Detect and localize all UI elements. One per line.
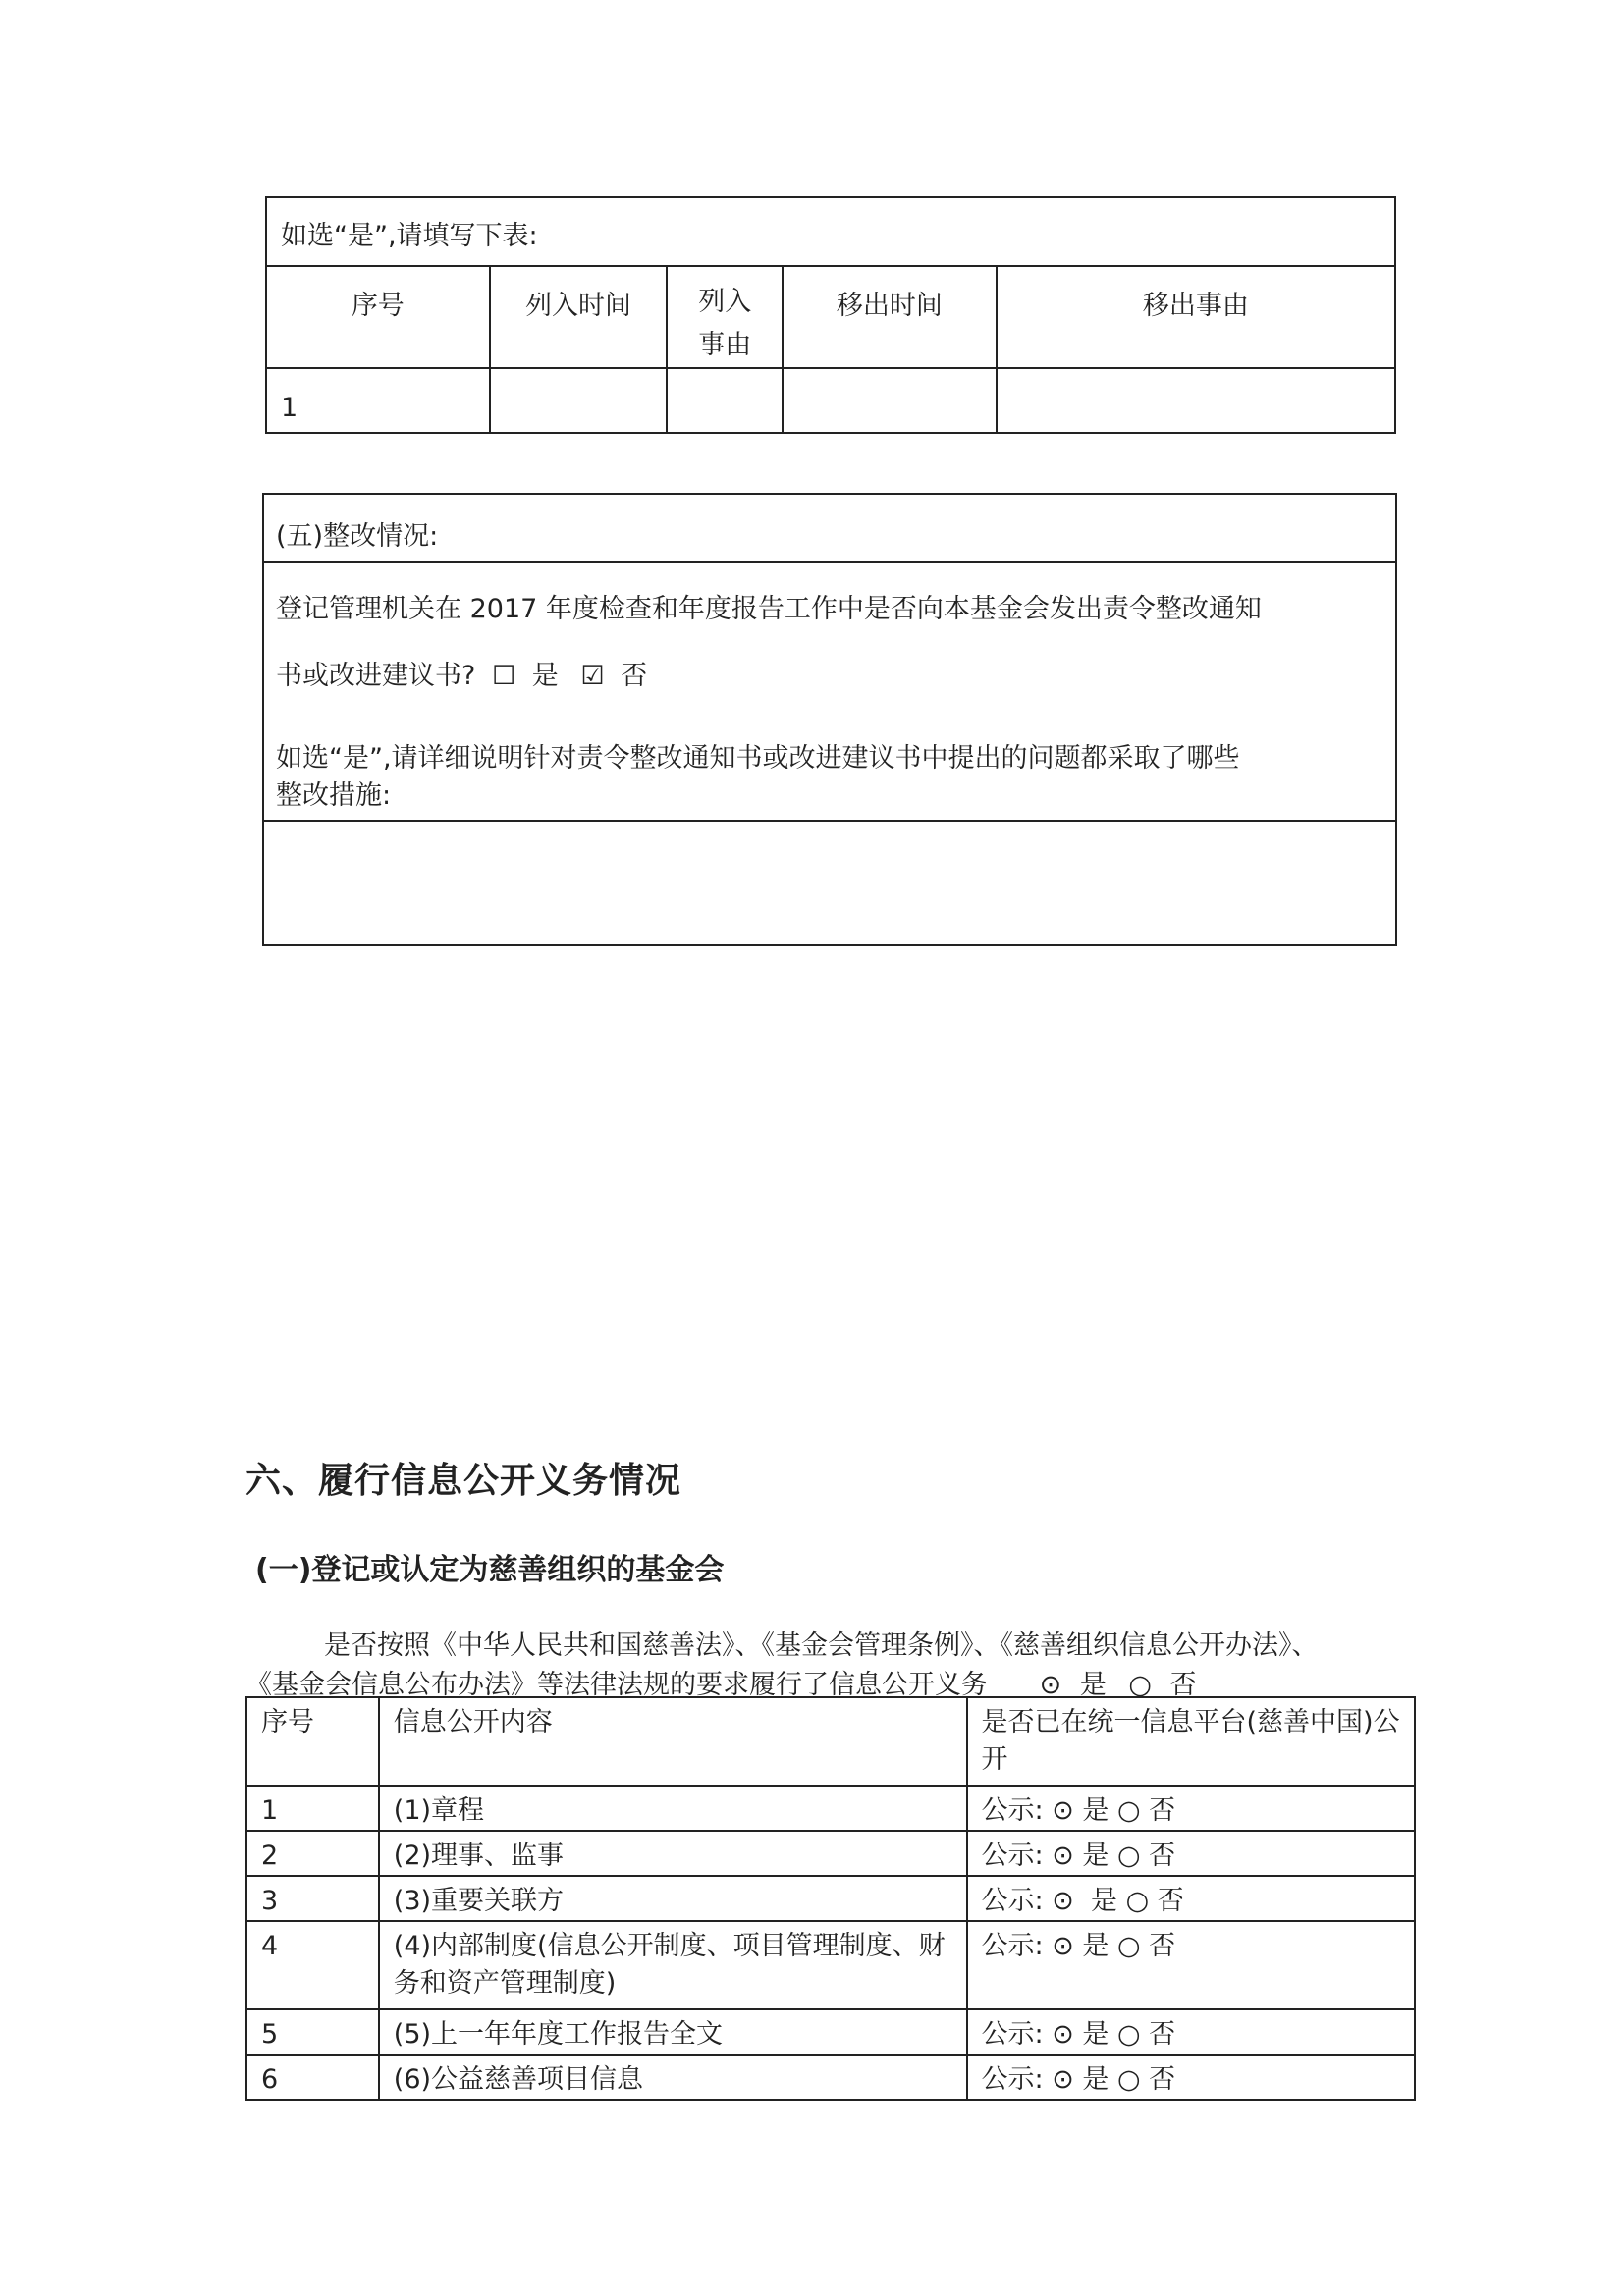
yes-checkbox[interactable]: ☐ xyxy=(491,661,516,691)
disclosure-para-line-2-text: 《基金会信息公布办法》等法律法规的要求履行了信息公开义务 xyxy=(245,1670,988,1700)
row-content: (1)章程 xyxy=(379,1786,967,1831)
cell-listed-reason[interactable] xyxy=(667,368,783,433)
rectification-title: (五)整改情况: xyxy=(276,521,439,552)
t2-header-seq: 序号 xyxy=(246,1697,379,1786)
t2-header-content: 信息公开内容 xyxy=(379,1697,967,1786)
rectification-question-row xyxy=(264,561,1395,822)
header-removed-time: 移出时间 xyxy=(783,266,997,368)
row-content: (6)公益慈善项目信息 xyxy=(379,2055,967,2100)
disclosure-para-line-1: 是否按照《中华人民共和国慈善法》、《基金会管理条例》、《慈善组织信息公开办法》、 xyxy=(324,1630,1319,1661)
question-line-2-text: 书或改进建议书? xyxy=(276,661,476,691)
followup-line-2: 整改措施: xyxy=(276,780,392,811)
row-content: (4)内部制度(信息公开制度、项目管理制度、财务和资产管理制度) xyxy=(379,1921,967,2009)
row-status[interactable]: 公示: ⊙ 是 ○ 否 xyxy=(967,1831,1415,1876)
cell-seq[interactable]: 1 xyxy=(266,368,490,433)
table-row xyxy=(246,2055,1415,2100)
header-listed-reason-text: 列入 事由 xyxy=(698,287,752,360)
table-row xyxy=(266,368,1395,433)
row-seq: 4 xyxy=(246,1921,379,2009)
row-status[interactable]: 公示: ⊙ 是 ○ 否 xyxy=(967,1876,1415,1921)
row-content: (2)理事、监事 xyxy=(379,1831,967,1876)
header-seq: 序号 xyxy=(266,266,490,368)
header-removed-reason: 移出事由 xyxy=(997,266,1395,368)
question-line-1: 登记管理机关在 2017 年度检查和年度报告工作中是否向本基金会发出责令整改通知 xyxy=(276,594,1262,624)
row-content: (5)上一年年度工作报告全文 xyxy=(379,2009,967,2055)
row-seq: 3 xyxy=(246,1876,379,1921)
cell-removed-reason[interactable] xyxy=(997,368,1395,433)
no-checkbox[interactable]: ☑ xyxy=(580,661,605,691)
rectification-answer-field[interactable] xyxy=(264,820,1395,944)
para-yes-radio[interactable]: ⊙ xyxy=(1039,1670,1062,1700)
table1-intro: 如选“是”,请填写下表: xyxy=(266,197,1395,266)
table-row xyxy=(246,1921,1415,2009)
para-yes-label: 是 xyxy=(1079,1670,1107,1700)
no-label: 否 xyxy=(621,661,648,691)
section-heading: 六、履行信息公开义务情况 xyxy=(245,1461,682,1501)
row-seq: 6 xyxy=(246,2055,379,2100)
para-no-label: 否 xyxy=(1169,1670,1197,1700)
row-status[interactable]: 公示: ⊙ 是 ○ 否 xyxy=(967,1921,1415,2009)
followup-line-1: 如选“是”,请详细说明针对责令整改通知书或改进建议书中提出的问题都采取了哪些 xyxy=(276,743,1240,774)
disclosure-table xyxy=(245,1696,1416,2101)
table-row xyxy=(246,2009,1415,2055)
row-seq: 1 xyxy=(246,1786,379,1831)
section-subheading: (一)登记或认定为慈善组织的基金会 xyxy=(255,1553,725,1587)
cell-removed-time[interactable] xyxy=(783,368,997,433)
yes-label: 是 xyxy=(531,661,559,691)
header-listed-reason xyxy=(667,266,783,368)
table-row xyxy=(246,1831,1415,1876)
header-listed-time: 列入时间 xyxy=(490,266,668,368)
table-row xyxy=(246,1786,1415,1831)
blacklist-table xyxy=(265,196,1396,434)
row-seq: 5 xyxy=(246,2009,379,2055)
table-row xyxy=(246,1876,1415,1921)
row-seq: 2 xyxy=(246,1831,379,1876)
row-status[interactable]: 公示: ⊙ 是 ○ 否 xyxy=(967,1786,1415,1831)
rectification-box xyxy=(262,493,1397,946)
cell-listed-time[interactable] xyxy=(490,368,668,433)
row-status[interactable]: 公示: ⊙ 是 ○ 否 xyxy=(967,2055,1415,2100)
para-no-radio[interactable]: ○ xyxy=(1128,1670,1152,1700)
t2-header-status: 是否已在统一信息平台(慈善中国)公开 xyxy=(967,1697,1415,1786)
row-content: (3)重要关联方 xyxy=(379,1876,967,1921)
row-status[interactable]: 公示: ⊙ 是 ○ 否 xyxy=(967,2009,1415,2055)
question-line-2 xyxy=(276,654,647,692)
rectification-title-row xyxy=(264,495,1395,563)
